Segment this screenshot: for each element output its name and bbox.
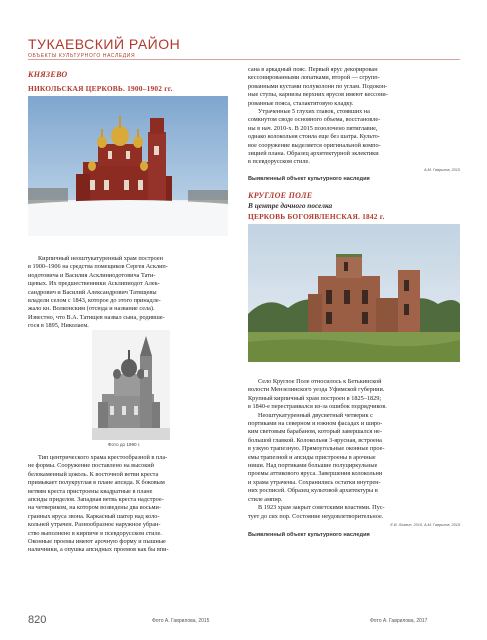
- text-line: Село Круглое Поле относилось к Бетькинской: [258, 378, 382, 385]
- text-line: в 1840-е перестраивался из-за ошибок подрядчиков.: [248, 403, 387, 411]
- text-line: портиками на северном и южном фасадах и широ-: [248, 420, 383, 428]
- text-line: владели селом с 1843, которое до этого принадле-: [28, 297, 161, 305]
- church-photo-historic: [92, 330, 170, 440]
- text-line: ные ступы, карнизы верхних ярусов имеют кессони-: [248, 91, 388, 99]
- text-line: белокаменный цоколь. К восточной ветви креста: [28, 470, 159, 478]
- text-line: в узкую трапезную. Прямоугольные оконные прое-: [248, 445, 385, 453]
- right-paragraph-1: [248, 66, 460, 167]
- text-line: ветвям креста пристроены квадратные в плане: [28, 487, 153, 495]
- heritage-status-2: Выявленный объект культурного наследия: [248, 532, 370, 538]
- text-line: щевых. Их предшественники Асклипиодот Алек-: [28, 280, 160, 288]
- page-number: 820: [28, 614, 47, 626]
- text-line: волости Мензелинского уезда Уфимской губернии.: [248, 386, 385, 394]
- text-line: кессонированными лопатками, второй — сгрупп-: [248, 74, 380, 82]
- text-line: в псевдорусском стиле.: [248, 158, 310, 166]
- church-title-2: ЦЕРКОВЬ БОГОЯВЛЕНСКАЯ. 1842 г.: [248, 212, 385, 221]
- text-line: кольней утрачен. Разнообразное наружное убран-: [28, 521, 161, 529]
- text-line: Известно, что В.А. Татищев назвал сына, родивше-: [28, 313, 165, 321]
- church-title: НИКОЛЬСКАЯ ЦЕРКОВЬ. 1900–1902 гг.: [28, 84, 173, 93]
- text-line: ство выполнено в кирпиче в псевдорусском стиле.: [28, 529, 162, 537]
- text-line: на четвериком, на котором возведены два восьми-: [28, 504, 161, 512]
- text-line: Неоштукатуренный двусветный четверик с: [258, 411, 373, 419]
- text-line: и храма утрачены. Сохранились остатки внутрен-: [248, 478, 381, 486]
- text-line: апсиды приделов. Западная ветвь креста надстрое-: [28, 496, 164, 504]
- text-line: ким световым барабаном, который завершался не-: [248, 428, 383, 436]
- text-line: ны в нач. 2010-х. В 2015 позолочено пятиглавие,: [248, 124, 378, 132]
- text-line: большой главкой. Колокольня 3-ярусная, встроена: [248, 436, 382, 444]
- text-line: емы трапезной и апсиды пристроены в арочные: [248, 453, 376, 461]
- district-title: ТУКАЕВСКИЙ РАЙОН: [28, 36, 181, 52]
- photo-caption: Фото до 1990 г.: [108, 442, 141, 447]
- text-line: Кирпичный неоштукатуренный храм построен: [38, 255, 163, 262]
- church-photo-color: [28, 96, 228, 236]
- text-line: рованные пояса, сталактитовую кладку.: [248, 99, 354, 107]
- village-name-2: КРУГЛОЕ ПОЛЕ: [248, 191, 313, 200]
- text-line: вое сооружение выделяется оригинальной компо-: [248, 141, 381, 149]
- church-photo-ruin: [248, 224, 460, 362]
- left-paragraph-1: [28, 255, 230, 331]
- left-paragraph-2: [28, 454, 230, 555]
- text-line: жало кн. Волконским (отсюда и название села).: [28, 305, 155, 313]
- text-line: примыкает полукруглая в плане апсида. К боковым: [28, 479, 165, 487]
- text-line: однако колокольня стоила еще без шатра. Культо-: [248, 133, 380, 141]
- text-line: сомкнутом своде основного объема, восстановле-: [248, 116, 381, 124]
- text-line: Утраченные 5 глухих главок, стоявших на: [258, 108, 370, 116]
- text-line: сандрович и Василий Александрович Татищевы: [28, 288, 157, 296]
- text-line: ниши. Над портиками большие полуциркульные: [248, 462, 378, 470]
- text-line: стиле ампир.: [248, 495, 283, 503]
- photo-credit-right: Фото А. Гаврилова, 2017: [370, 618, 428, 624]
- text-line: Крупный кирпичный храм построен в 1825–1829;: [248, 394, 382, 402]
- text-line: гранных яруса звона. Каркасный шатер над коло-: [28, 512, 160, 520]
- author-credit-2: Е.В. Логвин, 2016, А.М. Гаврилов, 2019: [390, 523, 460, 527]
- text-line: рованными кустами полуколонн по углам. Подокон-: [248, 82, 388, 90]
- text-line: В 1923 храм закрыт советскими властями. Пус-: [258, 504, 385, 512]
- text-line: проемы аттикового яруса. Завершения колокольни: [248, 470, 383, 478]
- heritage-status-1: Выявленный объект культурного наследия: [248, 176, 370, 182]
- header-rule: [28, 59, 460, 60]
- right-paragraph-3: [248, 378, 460, 521]
- text-line: тует до сих пор. Состояние неудовлетворительное.: [248, 512, 384, 520]
- text-line: зицией плана. Образец архитектурной эклектики: [248, 150, 379, 158]
- text-line: Оконные проемы имеют арочную форму и пышные: [28, 538, 166, 546]
- text-line: гося в 1895, Николаем.: [28, 322, 89, 330]
- text-line: наличники, а опушка апсидных проемов как бы впи-: [28, 546, 169, 554]
- text-line: иодотовича и Василия Асклиниодотовича Тати-: [28, 271, 156, 279]
- village-location: В центре дачного поселка: [248, 201, 333, 210]
- text-line: них росписей. Образец культовой архитектуры в: [248, 487, 378, 495]
- text-line: не формы. Сооружение поставлено на высокий: [28, 462, 154, 470]
- text-line: сана в аркадный пояс. Первый ярус декорирован: [248, 66, 378, 73]
- text-line: в 1900–1906 на средства помещиков Сергея Асклип-: [28, 263, 168, 271]
- village-name: КНЯЗЕВО: [28, 70, 68, 79]
- section-subtitle: ОБЪЕКТЫ КУЛЬТУРНОГО НАСЛЕДИЯ: [28, 53, 136, 59]
- photo-credit-left: Фото А. Гаврилова, 2015: [152, 618, 210, 624]
- author-credit-1: А.М. Гаврилов, 2015: [424, 168, 460, 172]
- text-line: Тип центрического храма крестообразной в пла-: [38, 454, 168, 461]
